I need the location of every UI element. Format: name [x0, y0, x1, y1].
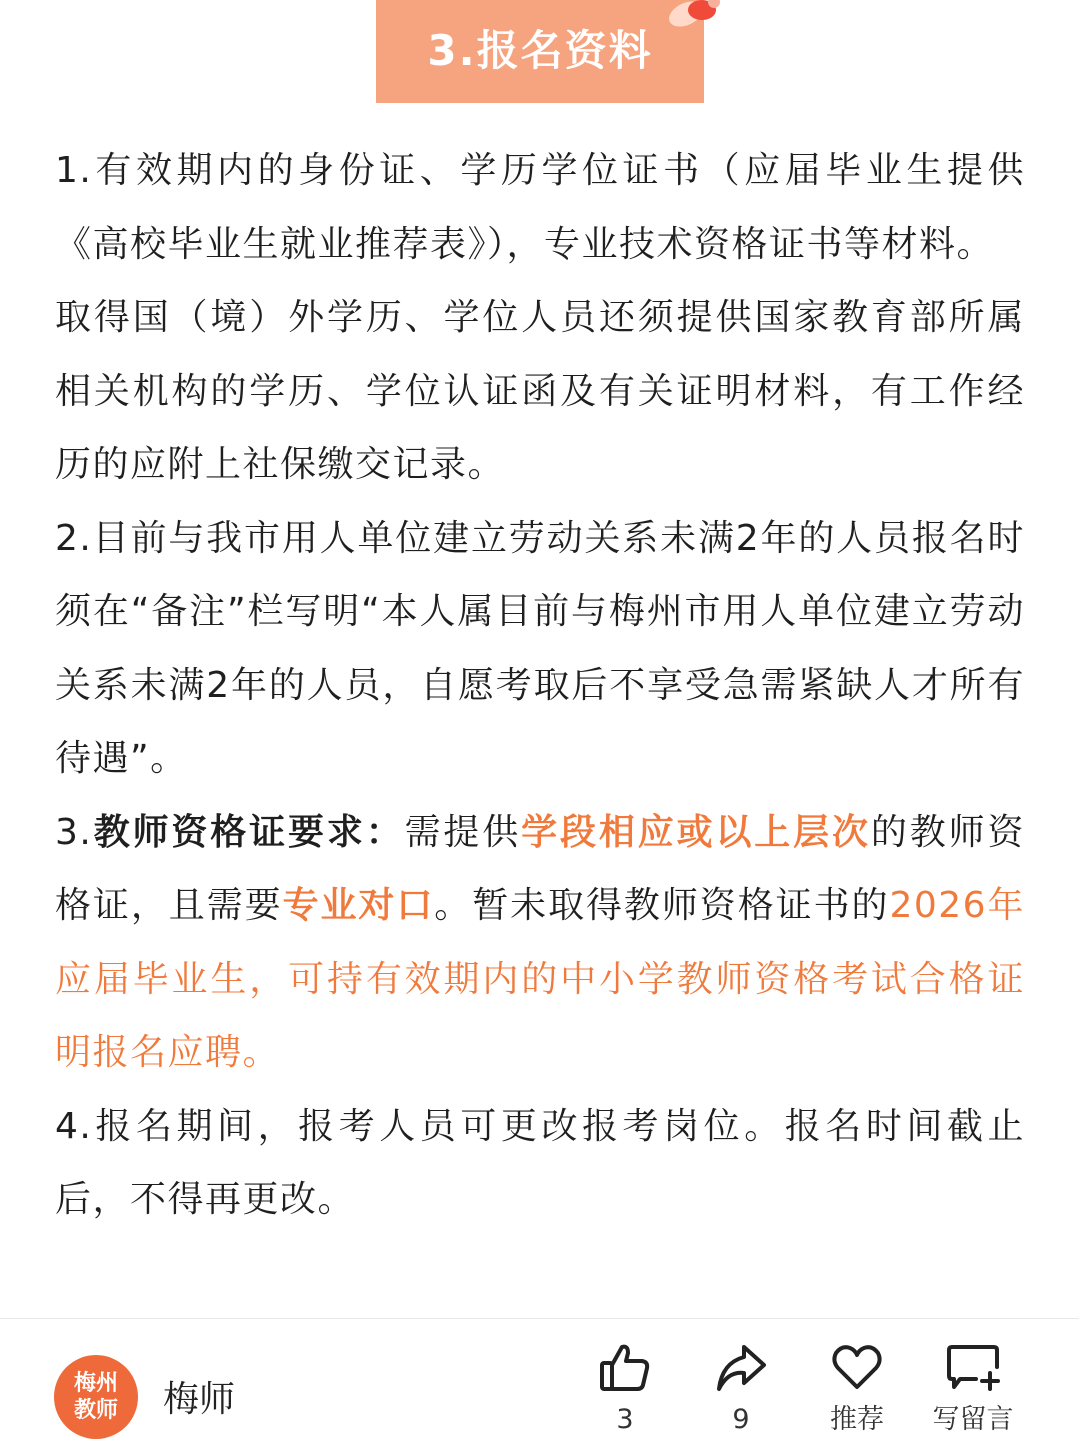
avatar-text-line2: 教师 [73, 1398, 118, 1423]
author-name[interactable]: 梅师 [163, 1379, 236, 1420]
footer-bar [0, 1319, 1079, 1439]
paragraph-teacher-cert [55, 796, 1025, 1090]
section-title: 3.报名资料 [427, 25, 653, 75]
pill-decoration-icon [664, 0, 728, 36]
teacher-cert-text-1: 需提供 [404, 811, 522, 853]
teacher-cert-label: 教师资格证要求： [92, 811, 405, 853]
highlight-major-match: 专业对口 [282, 885, 435, 926]
comment-label: 写留言 [932, 1404, 1014, 1435]
recommend-button[interactable] [812, 1341, 902, 1435]
like-count: 3 [616, 1404, 634, 1435]
like-button[interactable] [580, 1341, 670, 1435]
avatar[interactable] [54, 1355, 138, 1439]
avatar-text-line1: 梅州 [73, 1371, 118, 1396]
paragraph-materials: 1.有效期内的身份证、学历学位证书（应届毕业生提供《高校毕业生就业推荐表》），专业技术资格证书等材料。 [55, 150, 1025, 265]
item-number: 3. [55, 811, 93, 853]
share-arrow-icon [714, 1341, 768, 1395]
paragraph-labor-relation: 2.目前与我市用人单位建立劳动关系未满2年的人员报名时须在“备注”栏写明“本人属目前与梅州市用人单位建立劳动关系未满2年的人员，自愿考取后不享受急需紧缺人才所有待遇”。 [55, 517, 1025, 779]
heart-icon [830, 1341, 884, 1395]
paragraph-foreign-degree: 取得国（境）外学历、学位人员还须提供国家教育部所属相关机构的学历、学位认证函及有关证明材料，有工作经历的应附上社保缴交记录。 [55, 297, 1025, 485]
article-body [55, 134, 1025, 1237]
comment-add-icon [946, 1341, 1000, 1395]
highlight-graduates: 2026年应届毕业生，可持有效期内的中小学教师资格考试合格证明报名应聘。 [55, 885, 1025, 1073]
teacher-cert-text-2: 的教师资格证，且需要 [55, 811, 1025, 926]
section-title-banner [376, 0, 704, 103]
comment-button[interactable] [928, 1341, 1018, 1435]
share-count: 9 [732, 1404, 750, 1435]
thumbs-up-icon [598, 1341, 652, 1395]
share-button[interactable] [696, 1341, 786, 1435]
recommend-label: 推荐 [830, 1404, 884, 1435]
teacher-cert-text-3: 。暂未取得教师资格证书的 [434, 885, 890, 926]
paragraph-change-post: 4.报名期间，报考人员可更改报考岗位。报名时间截止后，不得再更改。 [55, 1105, 1025, 1220]
highlight-level: 学段相应或以上层次 [521, 811, 871, 853]
